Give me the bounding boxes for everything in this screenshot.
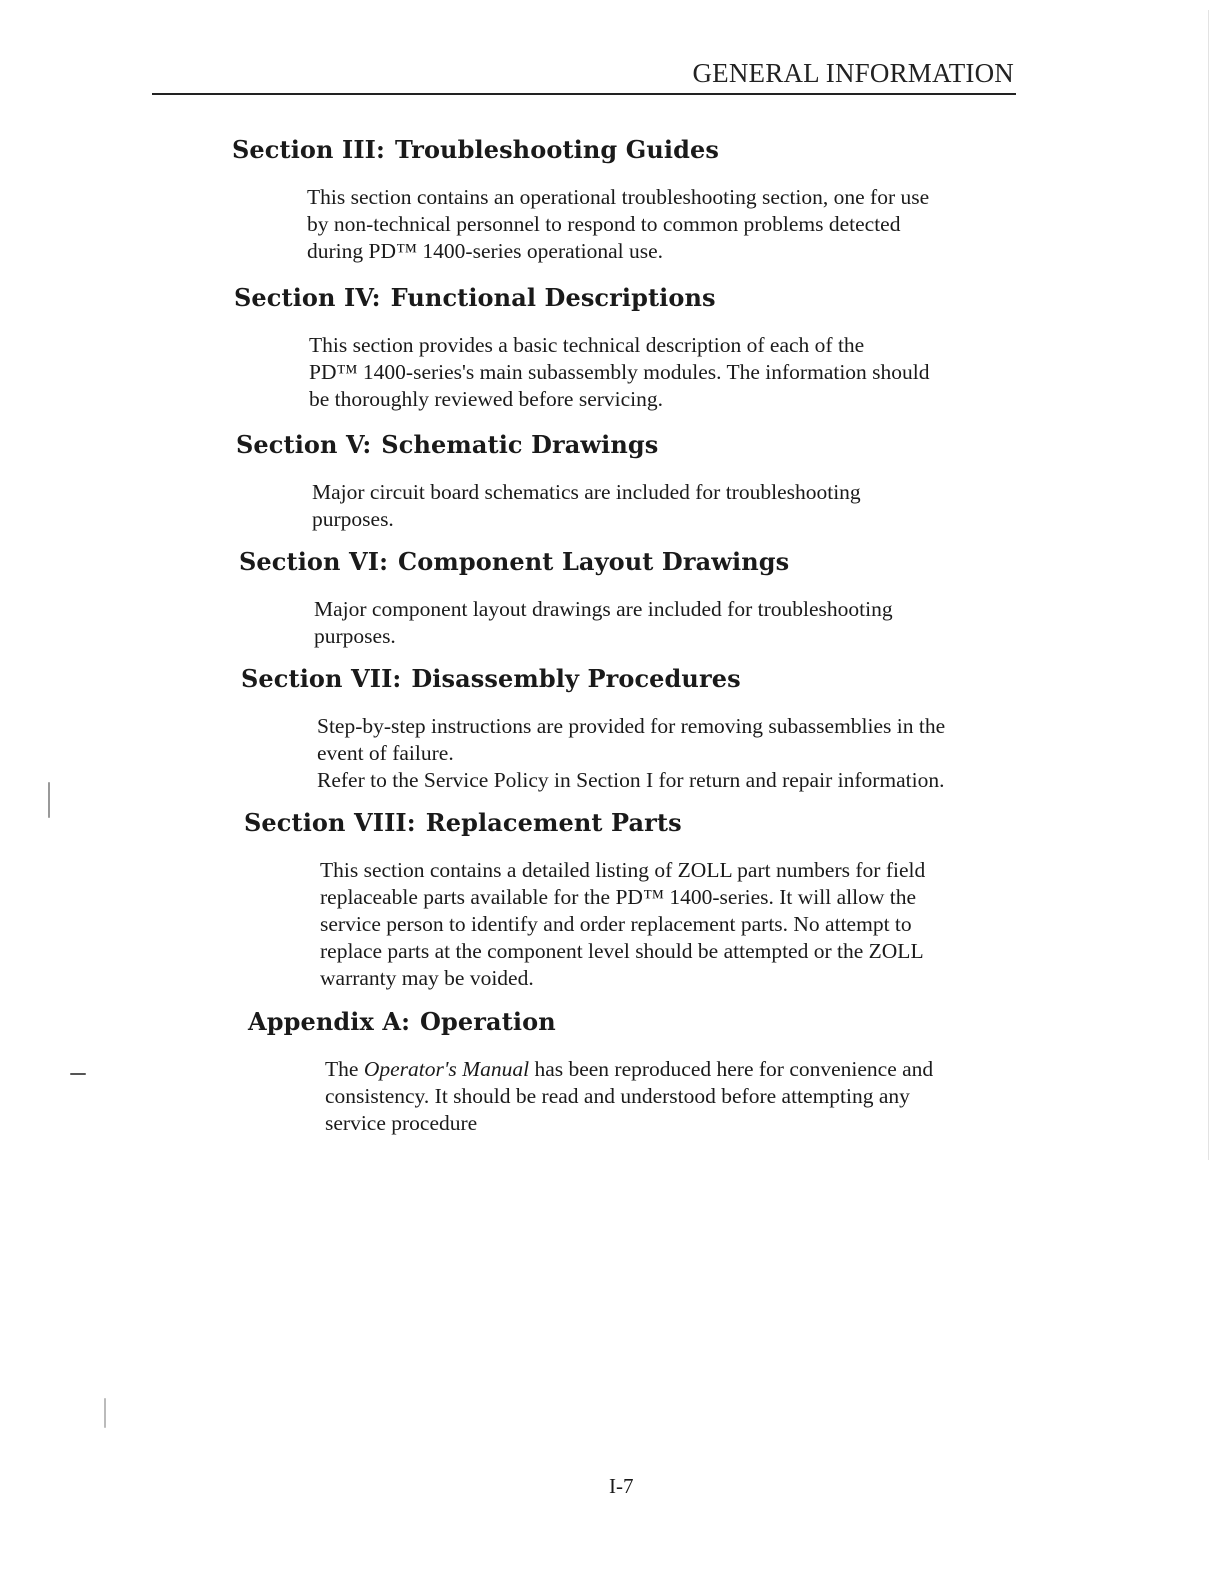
body-line: Major component layout drawings are included for troubleshooting [314,597,893,621]
section-title: Operation [420,1007,556,1036]
manual-title-italic: Operator's Manual [363,1057,530,1081]
body-line [325,1056,1045,1083]
section-title: Disassembly Procedures [411,664,741,693]
body-line: during PD™ 1400-series operational use. [307,239,664,263]
body-line: event of failure. [317,741,454,765]
body-text: The [325,1057,364,1081]
section-heading [236,429,1036,461]
section-body [320,857,1040,992]
section-vii [241,663,1041,794]
section-heading [234,282,1034,314]
page-number: I-7 [609,1474,634,1498]
body-line: service person to identify and order replacement parts. No attempt to [320,912,912,936]
header-title: GENERAL INFORMATION [692,58,1014,88]
section-title: Replacement Parts [425,808,682,837]
section-number: Section V: [236,430,372,459]
section-number: Section VII: [241,664,402,693]
section-number: Section VIII: [244,808,416,837]
section-vi [239,546,1039,650]
section-body [312,479,1032,533]
section-body [307,184,1027,265]
section-title: Schematic Drawings [381,430,659,459]
section-body [325,1056,1045,1137]
body-line: Step-by-step instructions are provided for removing subassemblies in the [317,714,946,738]
section-title: Functional Descriptions [390,283,716,312]
section-title: Component Layout Drawings [398,547,790,576]
body-line: be thoroughly reviewed before servicing. [309,387,664,411]
body-line: This section contains an operational troubleshooting section, one for use [307,185,930,209]
scan-mark [70,1073,86,1075]
section-heading [241,663,1041,695]
section-number: Appendix A: [248,1007,411,1036]
section-body [314,596,1034,650]
section-heading [239,546,1039,578]
section-number: Section VI: [239,547,389,576]
body-line: replace parts at the component level should be attempted or the ZOLL [320,939,924,963]
body-line: by non-technical personnel to respond to common problems detected [307,212,901,236]
section-heading [244,807,1044,839]
body-text: has been reproduced here for convenience and [529,1057,934,1081]
scan-edge [1208,10,1209,1160]
section-body [317,713,1037,794]
section-body [309,332,1029,413]
section-heading [248,1006,1048,1038]
body-line: consistency. It should be read and understood before attempting any [325,1084,910,1108]
body-line: PD™ 1400-series's main subassembly modules. The information should [309,360,930,384]
header-rule [152,93,1016,95]
body-line: warranty may be voided. [320,966,534,990]
body-line: This section contains a detailed listing of ZOLL part numbers for field [320,858,926,882]
section-number: Section III: [232,135,385,164]
body-line: Refer to the Service Policy in Section I for return and repair information. [317,768,945,792]
body-line: purposes. [312,507,394,531]
section-heading [232,134,1032,166]
section-iv [234,282,1034,413]
section-iii [232,134,1032,265]
section-viii [244,807,1044,992]
body-line: replaceable parts available for the PD™ 1400-series. It will allow the [320,885,916,909]
body-line: purposes. [314,624,396,648]
body-line: This section provides a basic technical description of each of the [309,333,865,357]
body-line: Major circuit board schematics are included for troubleshooting [312,480,861,504]
section-number: Section IV: [234,283,381,312]
scan-mark [48,782,50,818]
appendix-a [248,1006,1048,1137]
scan-mark [104,1398,106,1428]
section-v [236,429,1036,533]
section-title: Troubleshooting Guides [394,135,719,164]
body-line: service procedure [325,1111,478,1135]
